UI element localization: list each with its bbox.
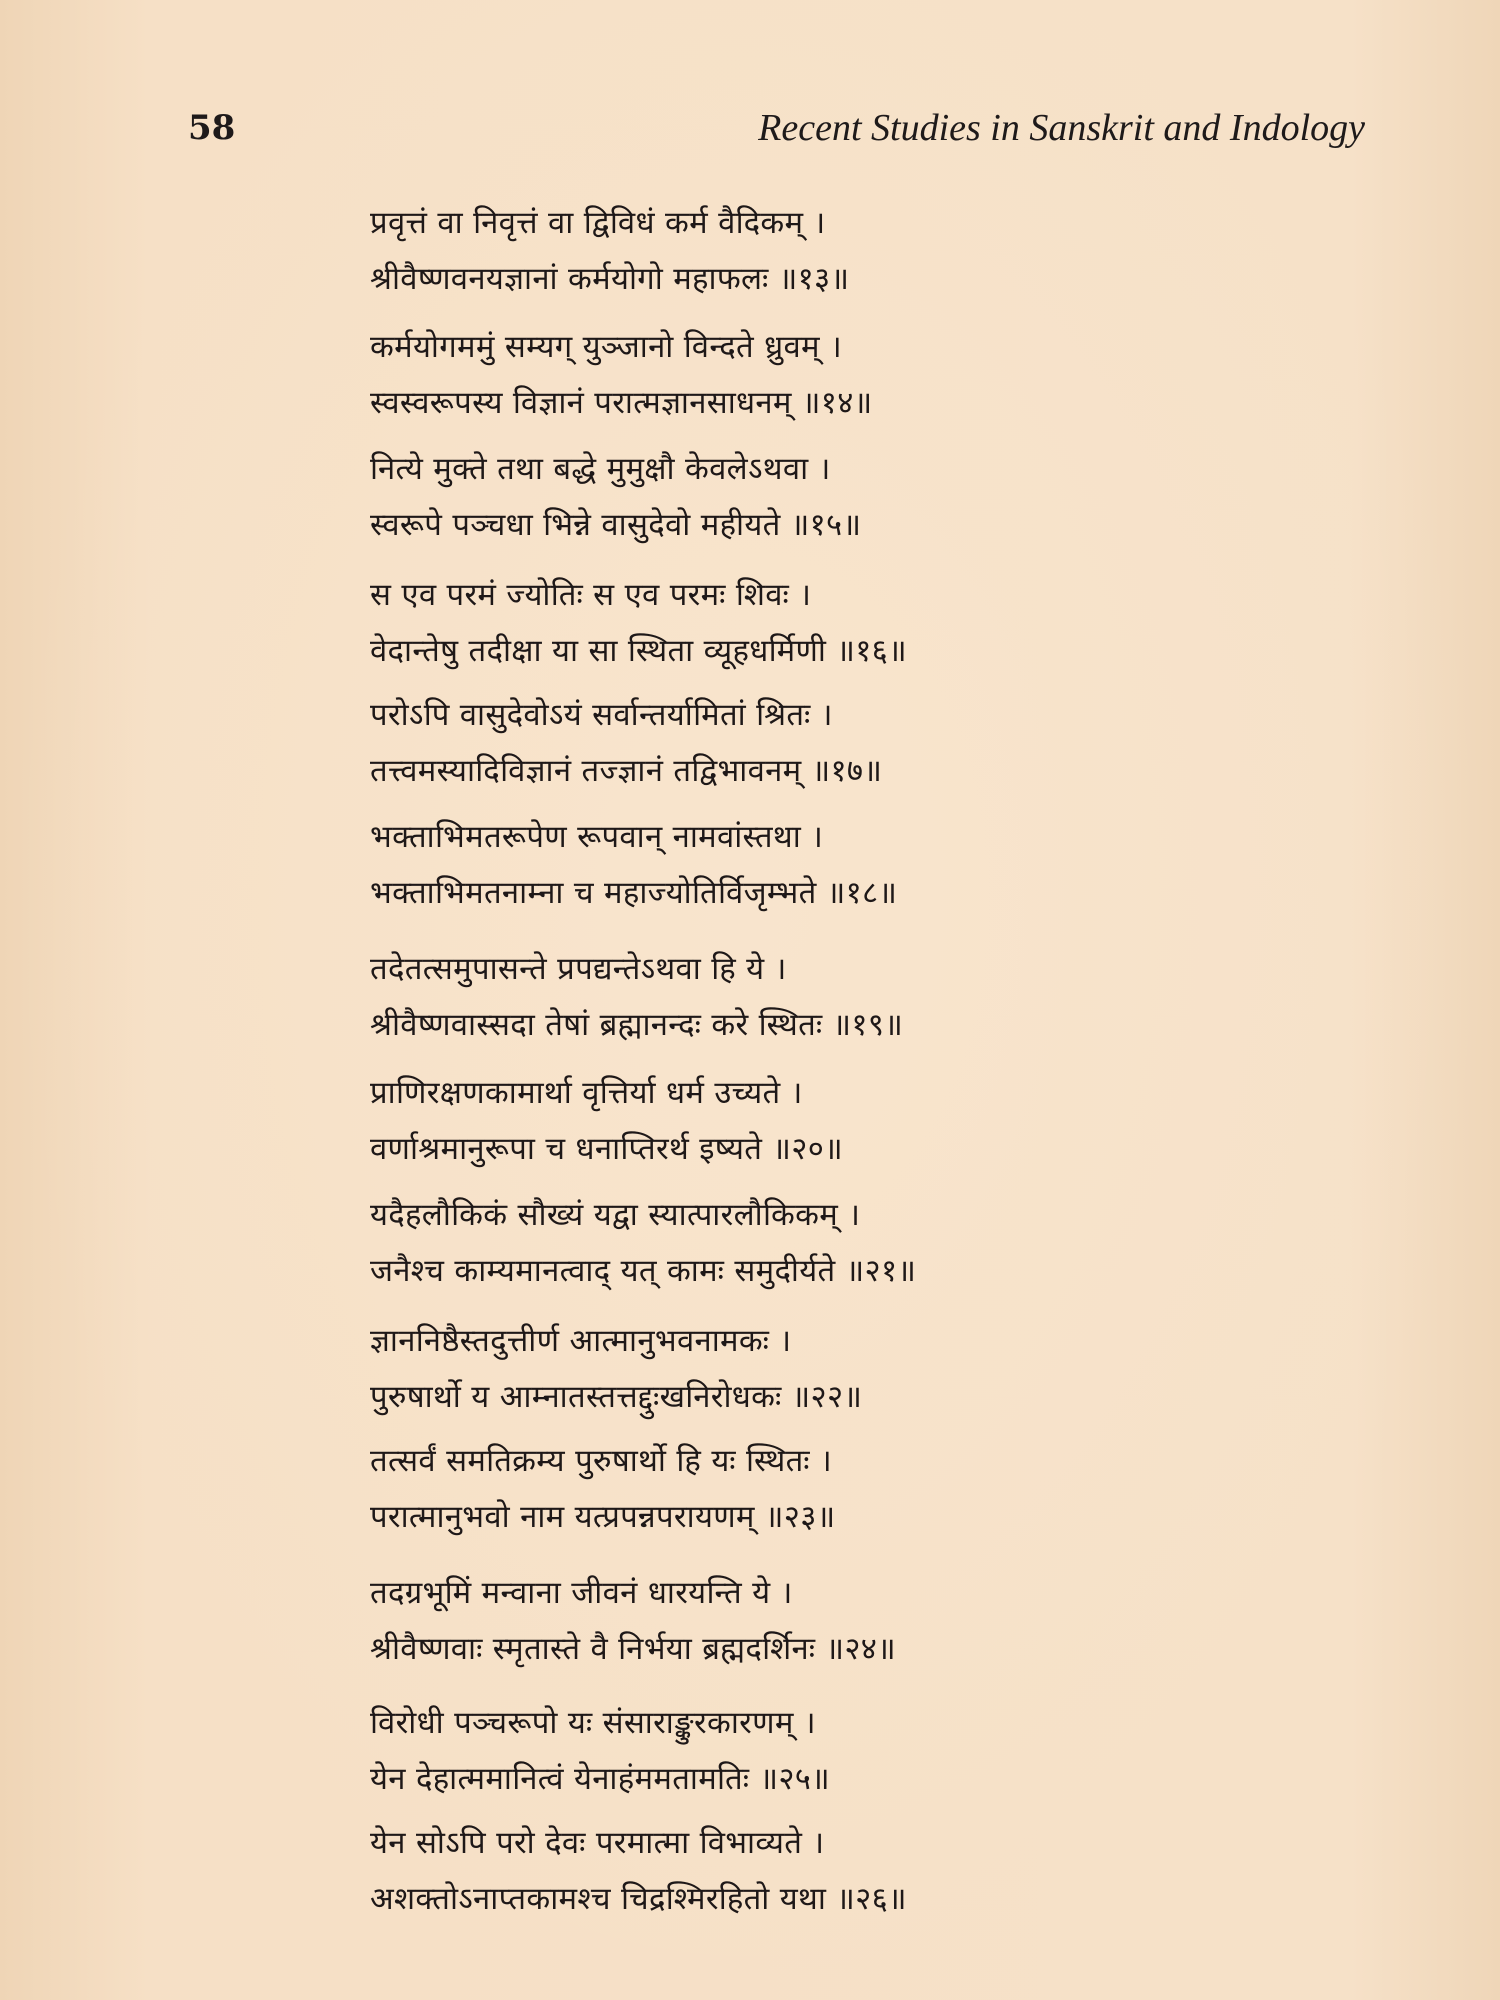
verse-line: तदेतत्समुपासन्ते प्रपद्यन्तेऽथवा हि ये ।	[370, 951, 787, 987]
verse-line: भक्ताभिमतरूपेण रूपवान् नामवांस्तथा ।	[370, 819, 824, 855]
verse-line: जनैश्च काम्यमानत्वाद् यत् कामः समुदीर्यते ॥२१॥	[370, 1253, 917, 1289]
verse-line: यदैहलौकिकं सौख्यं यद्वा स्यात्पारलौकिकम् ।	[370, 1197, 861, 1233]
verse-line: तत्त्वमस्यादिविज्ञानं तज्ज्ञानं तद्विभावनम् ॥१७॥	[370, 753, 883, 789]
verse-line: तदग्रभूमिं मन्वाना जीवनं धारयन्ति ये ।	[370, 1575, 793, 1611]
verse-line: नित्ये मुक्ते तथा बद्धे मुमुक्षौ केवलेऽथवा ।	[370, 451, 831, 487]
verse-line: प्रवृत्तं वा निवृत्तं वा द्विविधं कर्म वैदिकम् ।	[370, 205, 826, 241]
verse-line: वर्णाश्रमानुरूपा च धनाप्तिरर्थ इष्यते ॥२०॥	[370, 1131, 844, 1167]
verse-line: स्वस्वरूपस्य विज्ञानं परात्मज्ञानसाधनम् ॥१४॥	[370, 385, 873, 421]
verse-line: तत्सर्वं समतिक्रम्य पुरुषार्थो हि यः स्थितः ।	[370, 1443, 833, 1479]
verse-14	[370, 319, 1380, 431]
verse-25	[370, 1695, 1380, 1807]
running-title: Recent Studies in Sanskrit and Indology	[758, 107, 1365, 149]
verse-line: कर्मयोगममुं सम्यग् युञ्जानो विन्दते ध्रुवम् ।	[370, 329, 843, 365]
verse-line: ज्ञाननिष्ठैस्तदुत्तीर्ण आत्मानुभवनामकः ।	[370, 1323, 792, 1359]
verse-line: वेदान्तेषु तदीक्षा या सा स्थिता व्यूहधर्मिणी ॥१६॥	[370, 633, 907, 669]
verse-22	[370, 1313, 1380, 1425]
verse-23	[370, 1433, 1380, 1545]
verse-line: स्वरूपे पञ्चधा भिन्ने वासुदेवो महीयते ॥१५॥	[370, 507, 862, 543]
verse-20	[370, 1065, 1380, 1177]
verse-line: पुरुषार्थो य आम्नातस्तत्तद्दुःखनिरोधकः ॥२२॥	[370, 1379, 863, 1415]
verse-16	[370, 567, 1380, 679]
verse-line: भक्ताभिमतनाम्ना च महाज्योतिर्विजृम्भते ॥१८॥	[370, 875, 898, 911]
verse-line: स एव परमं ज्योतिः स एव परमः शिवः ।	[370, 577, 812, 613]
verse-line: परात्मानुभवो नाम यत्प्रपन्नपरायणम् ॥२३॥	[370, 1499, 836, 1535]
verse-line: अशक्तोऽनाप्तकामश्च चिद्रश्मिरहितो यथा ॥२६॥	[370, 1881, 907, 1917]
verse-18	[370, 809, 1380, 921]
page-number: 58	[188, 108, 236, 148]
verse-line: येन देहात्ममानित्वं येनाहंममतामतिः ॥२५॥	[370, 1761, 831, 1797]
verse-line: परोऽपि वासुदेवोऽयं सर्वान्तर्यामितां श्रितः ।	[370, 697, 833, 733]
verse-15	[370, 441, 1380, 553]
verse-line: प्राणिरक्षणकामार्था वृत्तिर्या धर्म उच्यते ।	[370, 1075, 803, 1111]
verse-21	[370, 1187, 1380, 1299]
verse-13	[370, 195, 1380, 307]
verse-26	[370, 1815, 1380, 1927]
verse-24	[370, 1565, 1380, 1677]
verse-17	[370, 687, 1380, 799]
verse-line: विरोधी पञ्चरूपो यः संसाराङ्कुरकारणम् ।	[370, 1705, 816, 1741]
verse-line: श्रीवैष्णवास्सदा तेषां ब्रह्मानन्दः करे स्थितः ॥१९॥	[370, 1007, 904, 1043]
verse-line: श्रीवैष्णवनयज्ञानां कर्मयोगो महाफलः ॥१३॥	[370, 261, 850, 297]
verse-line: येन सोऽपि परो देवः परमात्मा विभाव्यते ।	[370, 1825, 825, 1861]
verse-19	[370, 941, 1380, 1053]
verse-line: श्रीवैष्णवाः स्मृतास्ते वै निर्भया ब्रह्मदर्शिनः ॥२४॥	[370, 1631, 897, 1667]
